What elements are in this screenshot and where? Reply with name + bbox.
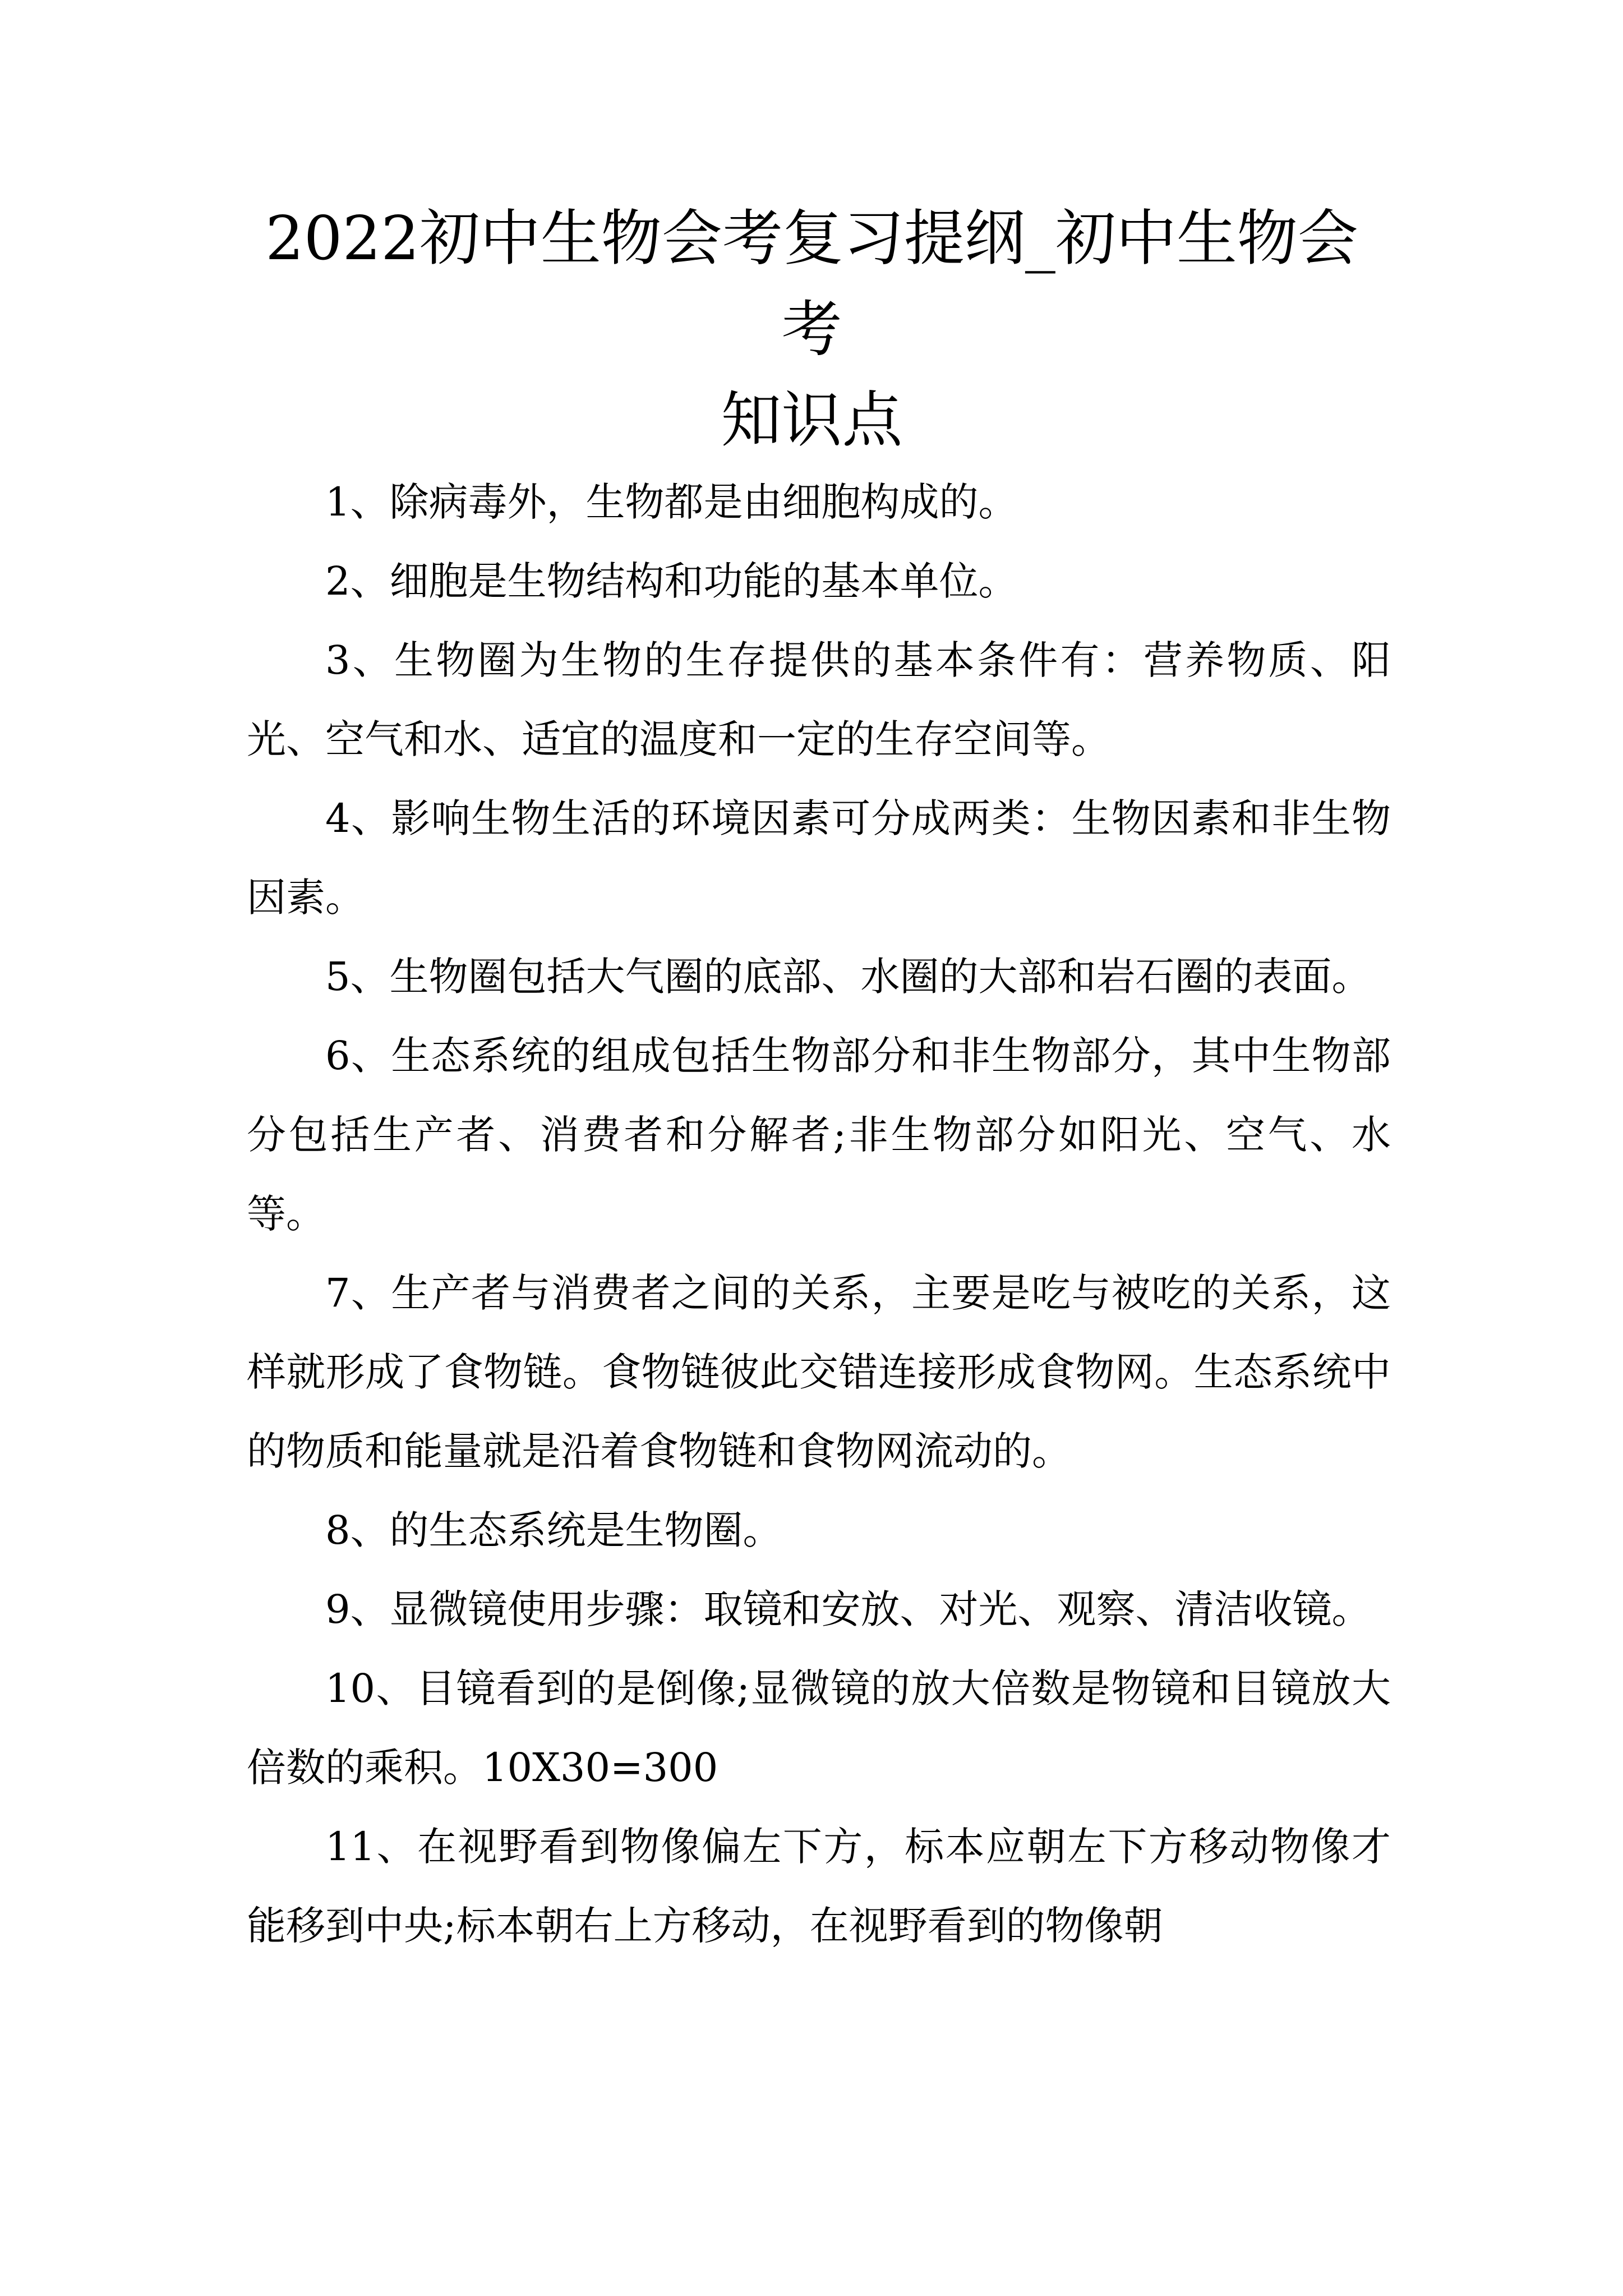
document-title (241, 194, 1382, 466)
paragraph-7: 7、生产者与消费者之间的关系，主要是吃与被吃的关系，这样就形成了食物链。食物链彼此交错连接形成食物网。生态系统中的物质和能量就是沿着食物链和食物网流动的。 (247, 1270, 1391, 1474)
title-line-1: 2022初中生物会考复习提纲_初中生物会考 (265, 204, 1358, 365)
paragraph-8: 8、的生态系统是生物圈。 (325, 1507, 782, 1553)
paragraph-1: 1、除病毒外，生物都是由细胞构成的。 (325, 479, 1018, 525)
paragraph-5: 5、生物圈包括大气圈的底部、水圈的大部和岩石圈的表面。 (325, 954, 1371, 1000)
paragraph-4: 4、影响生物生活的环境因素可分成两类：生物因素和非生物因素。 (247, 795, 1391, 921)
paragraph-6: 6、生态系统的组成包括生物部分和非生物部分，其中生物部分包括生产者、消费者和分解者;非生物部分如阳光、空气、水等。 (247, 1033, 1391, 1237)
paragraph-9: 9、显微镜使用步骤：取镜和安放、对光、观察、清洁收镜。 (325, 1586, 1371, 1632)
paragraph-2: 2、细胞是生物结构和功能的基本单位。 (325, 558, 1018, 604)
paragraph-3: 3、生物圈为生物的生存提供的基本条件有：营养物质、阳光、空气和水、适宜的温度和一定的生存空间等。 (247, 637, 1391, 762)
title-line-2: 知识点 (721, 385, 903, 455)
document-body (247, 463, 1391, 1966)
paragraph-11: 11、在视野看到物像偏左下方，标本应朝左下方移动物像才能移到中央;标本朝右上方移动，在视野看到的物像朝 (247, 1824, 1391, 1949)
paragraph-10: 10、目镜看到的是倒像;显微镜的放大倍数是物镜和目镜放大倍数的乘积。10X30=300 (247, 1665, 1391, 1791)
